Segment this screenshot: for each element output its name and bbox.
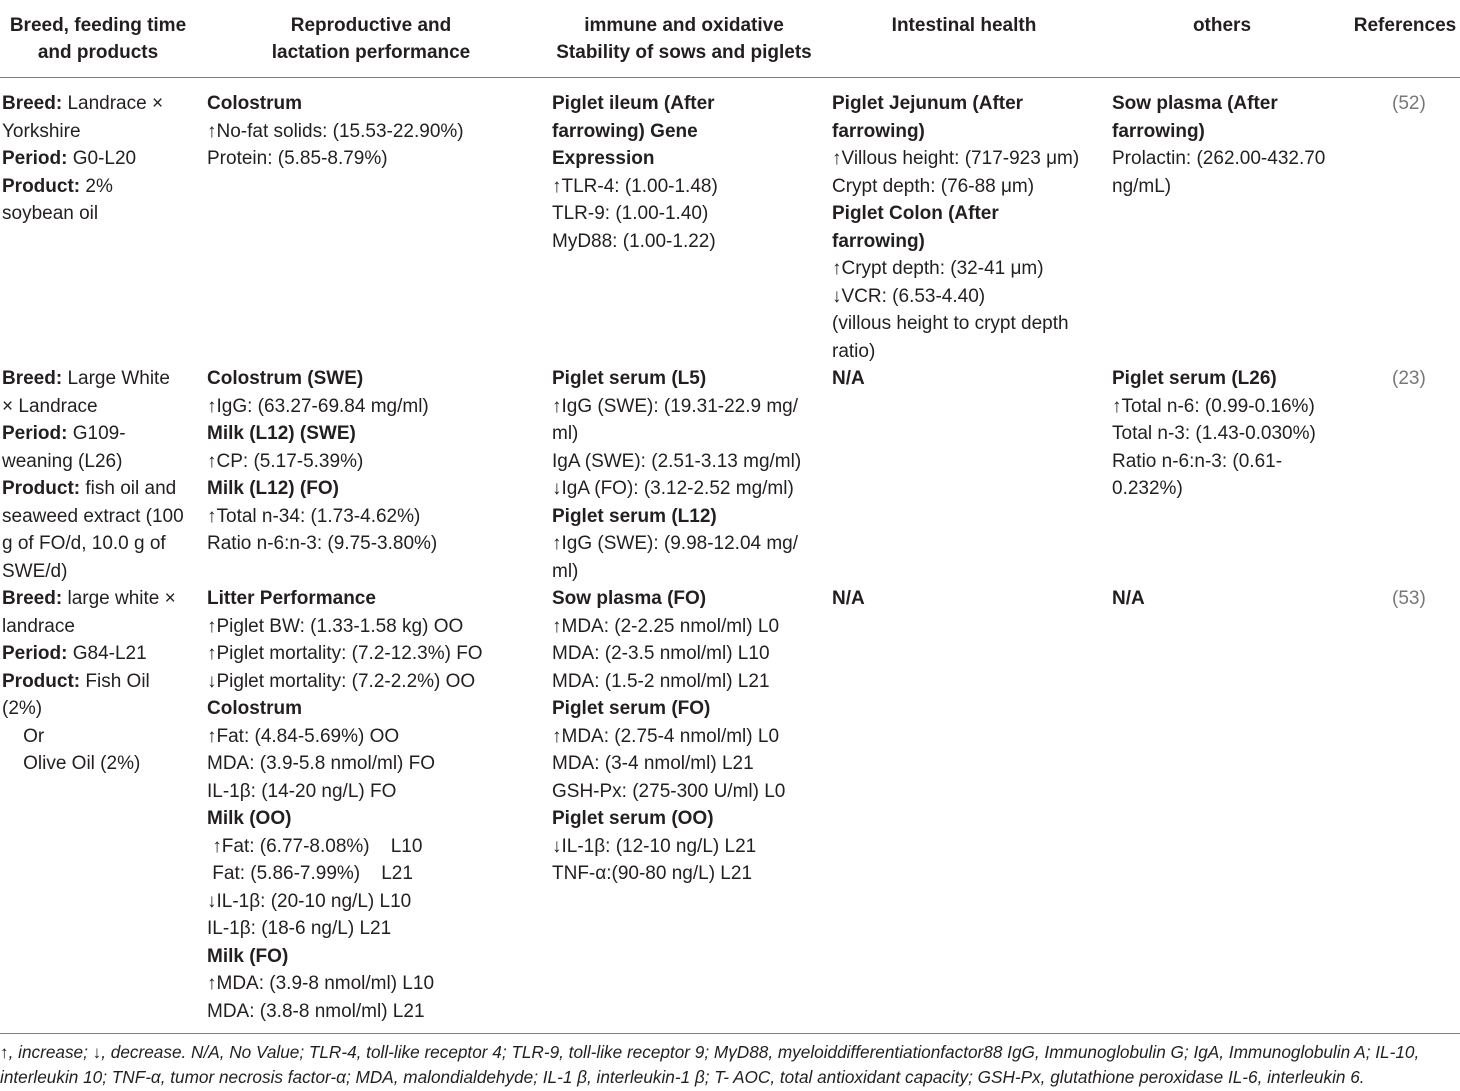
cell-line xyxy=(2,640,176,668)
cell-line xyxy=(552,695,785,723)
bold-label: Piglet ileum (After xyxy=(552,93,715,114)
cell-line xyxy=(2,750,176,778)
cell-line xyxy=(2,668,176,696)
cell-line xyxy=(832,228,1079,256)
cell-line xyxy=(552,558,801,586)
line-text: IL-1β: (18-6 ng/L) L21 xyxy=(207,918,392,939)
cell-immune xyxy=(552,90,718,255)
line-text: Or xyxy=(2,725,45,747)
line-text: Large White xyxy=(62,368,170,389)
cell-line xyxy=(552,420,801,448)
line-text: TNF-α:(90-80 ng/L) L21 xyxy=(552,863,753,884)
cell-line xyxy=(207,420,437,448)
cell-line xyxy=(552,365,801,393)
line-text: ↑MDA: (2.75-4 nmol/ml) L0 xyxy=(552,725,780,747)
line-text: 0.232%) xyxy=(1112,478,1183,499)
bold-label: Colostrum (SWE) xyxy=(207,368,364,389)
line-text: large white × xyxy=(62,588,176,609)
bold-label: Period: xyxy=(2,423,68,444)
line-text: ↑Crypt depth: (32-41 μm) xyxy=(832,258,1044,279)
header-intestinal xyxy=(834,12,1094,68)
header-rule xyxy=(0,77,1460,78)
cell-line xyxy=(2,503,184,531)
header-intestinal-line-1: Intestinal health xyxy=(891,15,1037,36)
line-text: ↑IgG (SWE): (9.98-12.04 mg/ xyxy=(552,533,799,554)
header-immune-line-1: immune and oxidative xyxy=(584,15,784,36)
bold-label: Piglet serum (FO) xyxy=(552,698,711,719)
cell-line xyxy=(832,255,1079,283)
cell-others xyxy=(1112,365,1316,503)
line-text: Protein: (5.85-8.79%) xyxy=(207,148,388,169)
cell-line xyxy=(207,833,483,861)
cell-line xyxy=(2,530,184,558)
line-text: seaweed extract (100 xyxy=(2,505,184,527)
cell-line xyxy=(207,503,437,531)
line-text: ↑Piglet mortality: (7.2-12.3%) FO xyxy=(207,643,483,664)
cell-line xyxy=(2,695,176,723)
cell-line xyxy=(552,475,801,503)
cell-line xyxy=(207,145,464,173)
cell-line xyxy=(552,668,785,696)
line-text: Landrace × xyxy=(62,93,164,114)
line-text: ↓IgA (FO): (3.12-2.52 mg/ml) xyxy=(552,478,794,499)
line-text: G109- xyxy=(67,423,126,444)
bold-label: Litter Performance xyxy=(207,588,376,609)
cell-line xyxy=(1112,118,1325,146)
cell-line xyxy=(207,998,483,1026)
cell-line xyxy=(832,338,1079,366)
bold-label: Milk (FO) xyxy=(207,945,289,967)
cell-line xyxy=(2,118,163,146)
cell-line xyxy=(552,145,718,173)
cell-line xyxy=(552,833,785,861)
cell-line xyxy=(1112,475,1316,503)
line-text: Ratio n-6:n-3: (0.61- xyxy=(1112,450,1283,472)
cell-line xyxy=(832,310,1079,338)
bold-label: Piglet serum (L5) xyxy=(552,368,707,389)
line-text: MDA: (3-4 nmol/ml) L21 xyxy=(552,753,754,774)
bold-label: Sow plasma (After xyxy=(1112,93,1278,114)
cell-line xyxy=(207,805,483,833)
line-text: ↓Piglet mortality: (7.2-2.2%) OO xyxy=(207,670,476,692)
cell-line xyxy=(207,585,483,613)
cell-intestinal xyxy=(832,585,865,613)
line-text: landrace xyxy=(2,615,75,637)
line-text: ng/mL) xyxy=(1112,175,1172,197)
cell-others xyxy=(1112,90,1325,200)
bold-label: N/A xyxy=(832,368,865,389)
line-text: g of FO/d, 10.0 g of xyxy=(2,533,166,554)
line-text: Crypt depth: (76-88 μm) xyxy=(832,175,1035,197)
cell-line xyxy=(1112,393,1316,421)
bold-label: Piglet serum (L26) xyxy=(1112,368,1277,389)
cell-line xyxy=(207,640,483,668)
bold-label: farrowing) xyxy=(832,230,925,252)
cell-line xyxy=(207,723,483,751)
cell-intestinal xyxy=(832,365,865,393)
cell-line xyxy=(207,613,483,641)
cell-breed xyxy=(2,585,176,778)
bold-label: N/A xyxy=(1112,588,1145,609)
bold-label: Breed: xyxy=(2,93,63,114)
cell-line xyxy=(552,228,718,256)
cell-line xyxy=(207,888,483,916)
line-text: Total n-3: (1.43-0.030%) xyxy=(1112,423,1316,444)
header-breed-line-2: and products xyxy=(37,42,159,63)
header-reproductive-line-1: Reproductive and xyxy=(290,15,452,36)
line-text: ↑MDA: (2-2.25 nmol/ml) L0 xyxy=(552,615,780,637)
cell-repro xyxy=(207,90,464,173)
line-text: ↑IgG: (63.27-69.84 mg/ml) xyxy=(207,395,429,417)
cell-repro xyxy=(207,365,437,558)
bold-label: Milk (OO) xyxy=(207,808,292,829)
cell-line xyxy=(832,200,1079,228)
cell-line xyxy=(207,118,464,146)
cell-line xyxy=(1112,145,1325,173)
line-text: ↑TLR-4: (1.00-1.48) xyxy=(552,175,718,197)
line-text: ↑No-fat solids: (15.53-22.90%) xyxy=(207,120,464,142)
line-text: Fish Oil xyxy=(80,670,150,692)
header-others xyxy=(1112,12,1332,68)
table-footnote xyxy=(0,1040,1460,1090)
cell-line xyxy=(552,393,801,421)
line-text: 2% xyxy=(80,175,113,197)
cell-line xyxy=(1112,90,1325,118)
header-others-line-1: others xyxy=(1192,15,1252,36)
cell-line xyxy=(832,365,865,393)
cell-line xyxy=(552,860,785,888)
line-text: SWE/d) xyxy=(2,560,68,582)
cell-intestinal xyxy=(832,90,1079,365)
cell-repro xyxy=(207,585,483,1025)
cell-line xyxy=(207,915,483,943)
cell-immune xyxy=(552,585,785,888)
cell-line xyxy=(832,145,1079,173)
cell-line xyxy=(207,970,483,998)
cell-line xyxy=(207,393,437,421)
cell-line xyxy=(552,585,785,613)
line-text: IgA (SWE): (2.51-3.13 mg/ml) xyxy=(552,450,802,472)
cell-line xyxy=(1112,585,1145,613)
line-text: ↑Piglet BW: (1.33-1.58 kg) OO xyxy=(207,615,464,637)
bold-label: Piglet serum (L12) xyxy=(552,505,717,527)
cell-line xyxy=(552,118,718,146)
cell-line xyxy=(2,448,184,476)
footnote-line-2: interleukin 10; TNF-α, tumor necrosis factor-α; MDA, malondialdehyde; IL-1 β, interleukin-1 β; T- AOC, total antioxidant capacity; GSH-Px, glutathione peroxidase IL-6, interleukin 6. xyxy=(0,1067,1365,1087)
cell-line xyxy=(207,668,483,696)
line-text: MDA: (3.8-8 nmol/ml) L21 xyxy=(207,1000,425,1022)
bold-label: Product: xyxy=(2,478,81,499)
cell-line xyxy=(552,90,718,118)
line-text: ↑Villous height: (717-923 μm) xyxy=(832,148,1080,169)
cell-line xyxy=(552,448,801,476)
cell-line xyxy=(552,778,785,806)
line-text: MDA: (1.5-2 nmol/ml) L21 xyxy=(552,670,770,692)
bold-label: Piglet Jejunum (After xyxy=(832,93,1024,114)
bold-label: Sow plasma (FO) xyxy=(552,588,707,609)
cell-line xyxy=(2,365,184,393)
bold-label: Colostrum xyxy=(207,93,302,114)
cell-line xyxy=(2,475,184,503)
line-text: MDA: (2-3.5 nmol/ml) L10 xyxy=(552,643,770,664)
cell-line xyxy=(2,613,176,641)
cell-line xyxy=(207,448,437,476)
header-references xyxy=(1340,12,1460,68)
header-immune-line-2: Stability of sows and piglets xyxy=(556,42,812,63)
cell-line xyxy=(2,585,176,613)
line-text: ↓IL-1β: (12-10 ng/L) L21 xyxy=(552,835,757,857)
cell-line xyxy=(2,558,184,586)
line-text: ml) xyxy=(552,560,579,582)
line-text: ↑IgG (SWE): (19.31-22.9 mg/ xyxy=(552,395,799,417)
line-text: ratio) xyxy=(832,340,876,362)
cell-line xyxy=(552,613,785,641)
bold-label: Colostrum xyxy=(207,698,302,719)
bold-label: Period: xyxy=(2,643,68,664)
bold-label: farrowing) Gene xyxy=(552,120,698,142)
cell-line xyxy=(552,640,785,668)
reference-link[interactable]: (53) xyxy=(1392,588,1426,609)
cell-line xyxy=(552,805,785,833)
header-breed-line-1: Breed, feeding time xyxy=(9,15,187,36)
cell-line xyxy=(207,365,437,393)
bold-label: Breed: xyxy=(2,368,63,389)
bold-label: Product: xyxy=(2,175,81,197)
bold-label: Breed: xyxy=(2,588,63,609)
cell-line xyxy=(552,503,801,531)
cell-line xyxy=(207,778,483,806)
line-text: ↑Total n-34: (1.73-4.62%) xyxy=(207,505,421,527)
line-text: ↓IL-1β: (20-10 ng/L) L10 xyxy=(207,890,412,912)
cell-others xyxy=(1112,585,1145,613)
cell-line xyxy=(552,723,785,751)
bold-label: Piglet Colon (After xyxy=(832,203,999,224)
line-text: G0-L20 xyxy=(67,148,137,169)
line-text: ml) xyxy=(552,423,579,444)
cell-line xyxy=(1112,448,1316,476)
line-text: MyD88: (1.00-1.22) xyxy=(552,230,716,252)
line-text: ↑CP: (5.17-5.39%) xyxy=(207,450,364,472)
line-text: Yorkshire xyxy=(2,120,81,142)
line-text: ↓VCR: (6.53-4.40) xyxy=(832,285,986,307)
bold-label: Milk (L12) (SWE) xyxy=(207,423,356,444)
cell-line xyxy=(552,200,718,228)
cell-line xyxy=(2,145,163,173)
bold-label: Period: xyxy=(2,148,68,169)
cell-line xyxy=(832,173,1079,201)
header-references-line-1: References xyxy=(1353,15,1457,36)
line-text: (2%) xyxy=(2,698,43,719)
cell-line xyxy=(832,90,1079,118)
cell-line xyxy=(207,943,483,971)
cell-line xyxy=(2,200,163,228)
cell-breed xyxy=(2,365,184,585)
line-text: weaning (L26) xyxy=(2,450,123,472)
table-bottom-rule xyxy=(0,1033,1460,1034)
cell-line xyxy=(1112,173,1325,201)
cell-line xyxy=(552,750,785,778)
header-reproductive-line-2: lactation performance xyxy=(271,42,471,63)
line-text: G84-L21 xyxy=(67,643,147,664)
cell-line xyxy=(207,475,437,503)
header-breed xyxy=(0,12,196,68)
line-text: (villous height to crypt depth xyxy=(832,313,1069,334)
bold-label: Piglet serum (OO) xyxy=(552,808,714,829)
cell-line xyxy=(2,393,184,421)
cell-line xyxy=(207,695,483,723)
footnote-line-1: ↑, increase; ↓, decrease. N/A, No Value; TLR-4, toll-like receptor 4; TLR-9, toll-like receptor 9; MγD88, myeloiddifferentiationfactor88 IgG, Immunoglobulin G; IgA, Immunoglobulin A; IL-10, xyxy=(0,1042,1420,1062)
bold-label: Milk (L12) (FO) xyxy=(207,478,339,499)
cell-line xyxy=(2,173,163,201)
cell-breed xyxy=(2,90,163,228)
line-text: ↑Fat: (6.77-8.08%) L10 xyxy=(207,835,423,857)
cell-line xyxy=(832,585,865,613)
line-text: Ratio n-6:n-3: (9.75-3.80%) xyxy=(207,533,438,554)
line-text: ↑MDA: (3.9-8 nmol/ml) L10 xyxy=(207,973,435,994)
header-immune xyxy=(544,12,824,68)
line-text: GSH-Px: (275-300 U/ml) L0 xyxy=(552,780,786,802)
cell-immune xyxy=(552,365,801,585)
bold-label: farrowing) xyxy=(1112,120,1205,142)
reference-link[interactable]: (23) xyxy=(1392,368,1426,389)
cell-line xyxy=(207,750,483,778)
bold-label: Product: xyxy=(2,670,81,692)
cell-line xyxy=(1112,365,1316,393)
line-text: Fat: (5.86-7.99%) L21 xyxy=(207,863,413,884)
cell-line xyxy=(2,90,163,118)
line-text: MDA: (3.9-5.8 nmol/ml) FO xyxy=(207,753,436,774)
line-text: Olive Oil (2%) xyxy=(2,753,141,774)
bold-label: Expression xyxy=(552,148,655,169)
cell-line xyxy=(207,530,437,558)
cell-line xyxy=(832,118,1079,146)
cell-line xyxy=(832,283,1079,311)
cell-line xyxy=(1112,420,1316,448)
header-reproductive xyxy=(226,12,516,68)
line-text: IL-1β: (14-20 ng/L) FO xyxy=(207,780,397,802)
line-text: TLR-9: (1.00-1.40) xyxy=(552,203,709,224)
line-text: × Landrace xyxy=(2,395,98,417)
line-text: ↑Total n-6: (0.99-0.16%) xyxy=(1112,395,1315,417)
reference-link[interactable]: (52) xyxy=(1392,93,1426,114)
line-text: fish oil and xyxy=(80,478,177,499)
cell-line xyxy=(2,420,184,448)
cell-line xyxy=(207,860,483,888)
bold-label: N/A xyxy=(832,588,865,609)
cell-line xyxy=(207,90,464,118)
cell-line xyxy=(2,723,176,751)
bold-label: farrowing) xyxy=(832,120,925,142)
line-text: soybean oil xyxy=(2,203,99,224)
cell-line xyxy=(552,530,801,558)
line-text: Prolactin: (262.00-432.70 xyxy=(1112,148,1326,169)
line-text: ↑Fat: (4.84-5.69%) OO xyxy=(207,725,400,747)
cell-line xyxy=(552,173,718,201)
